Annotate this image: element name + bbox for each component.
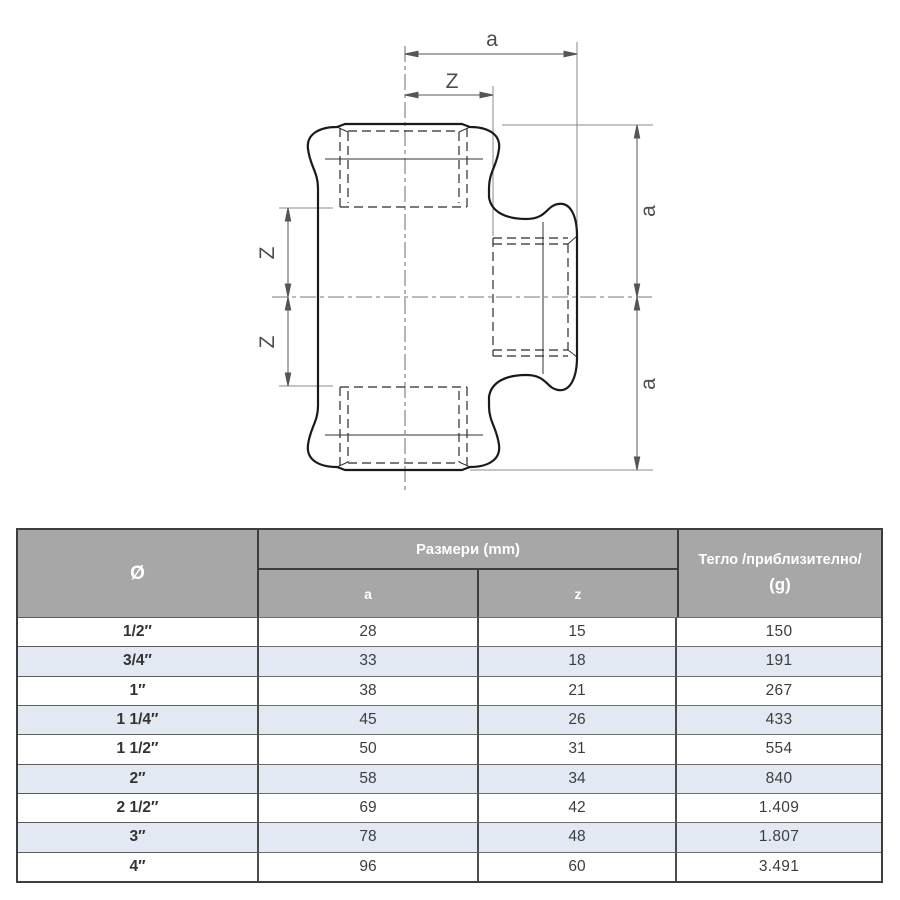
dimension-label-a-top: a (486, 28, 498, 51)
header-diameter: Ø (18, 530, 259, 617)
cell-z: 48 (479, 822, 677, 851)
cell-weight: 150 (677, 617, 881, 646)
header-col-z: z (479, 570, 677, 617)
cell-a: 45 (259, 705, 479, 734)
center-lines (272, 46, 655, 491)
cell-size: 1″ (18, 676, 259, 705)
cell-a: 33 (259, 646, 479, 675)
cell-size: 2 1/2″ (18, 793, 259, 822)
cell-z: 31 (479, 734, 677, 763)
dimension-label-z-left-upper: Z (256, 246, 279, 260)
cell-a: 78 (259, 822, 479, 851)
header-dimensions-group: Размери (mm) (259, 530, 677, 570)
cell-a: 38 (259, 676, 479, 705)
cell-size: 1 1/2″ (18, 734, 259, 763)
cell-a: 69 (259, 793, 479, 822)
cell-weight: 191 (677, 646, 881, 675)
cell-weight: 3.491 (677, 852, 881, 881)
dimension-label-z-top: Z (445, 70, 459, 93)
cell-z: 15 (479, 617, 677, 646)
cell-z: 21 (479, 676, 677, 705)
dimension-label-a-right-lower: a (637, 378, 660, 390)
dimension-label-z-left-lower: Z (256, 335, 279, 349)
header-col-a: a (259, 570, 479, 617)
cell-weight: 840 (677, 764, 881, 793)
cell-a: 28 (259, 617, 479, 646)
cell-weight: 433 (677, 705, 881, 734)
cell-z: 60 (479, 852, 677, 881)
cell-size: 2″ (18, 764, 259, 793)
cell-size: 3/4″ (18, 646, 259, 675)
header-weight (677, 530, 881, 617)
extension-lines (279, 42, 653, 470)
cell-weight: 1.807 (677, 822, 881, 851)
cell-z: 42 (479, 793, 677, 822)
cell-weight: 1.409 (677, 793, 881, 822)
dimension-label-a-right-upper: a (637, 205, 660, 217)
cell-weight: 267 (677, 676, 881, 705)
dimension-lines (285, 51, 639, 470)
cell-size: 3″ (18, 822, 259, 851)
cell-z: 34 (479, 764, 677, 793)
cell-size: 4″ (18, 852, 259, 881)
cell-z: 18 (479, 646, 677, 675)
cell-z: 26 (479, 705, 677, 734)
cell-a: 50 (259, 734, 479, 763)
cell-a: 96 (259, 852, 479, 881)
spec-table (16, 528, 883, 883)
cell-size: 1/2″ (18, 617, 259, 646)
cell-a: 58 (259, 764, 479, 793)
header-weight-line1: Тегло /приблизително/ (698, 551, 862, 568)
cell-size: 1 1/4″ (18, 705, 259, 734)
header-weight-unit: (g) (769, 574, 791, 594)
cell-weight: 554 (677, 734, 881, 763)
